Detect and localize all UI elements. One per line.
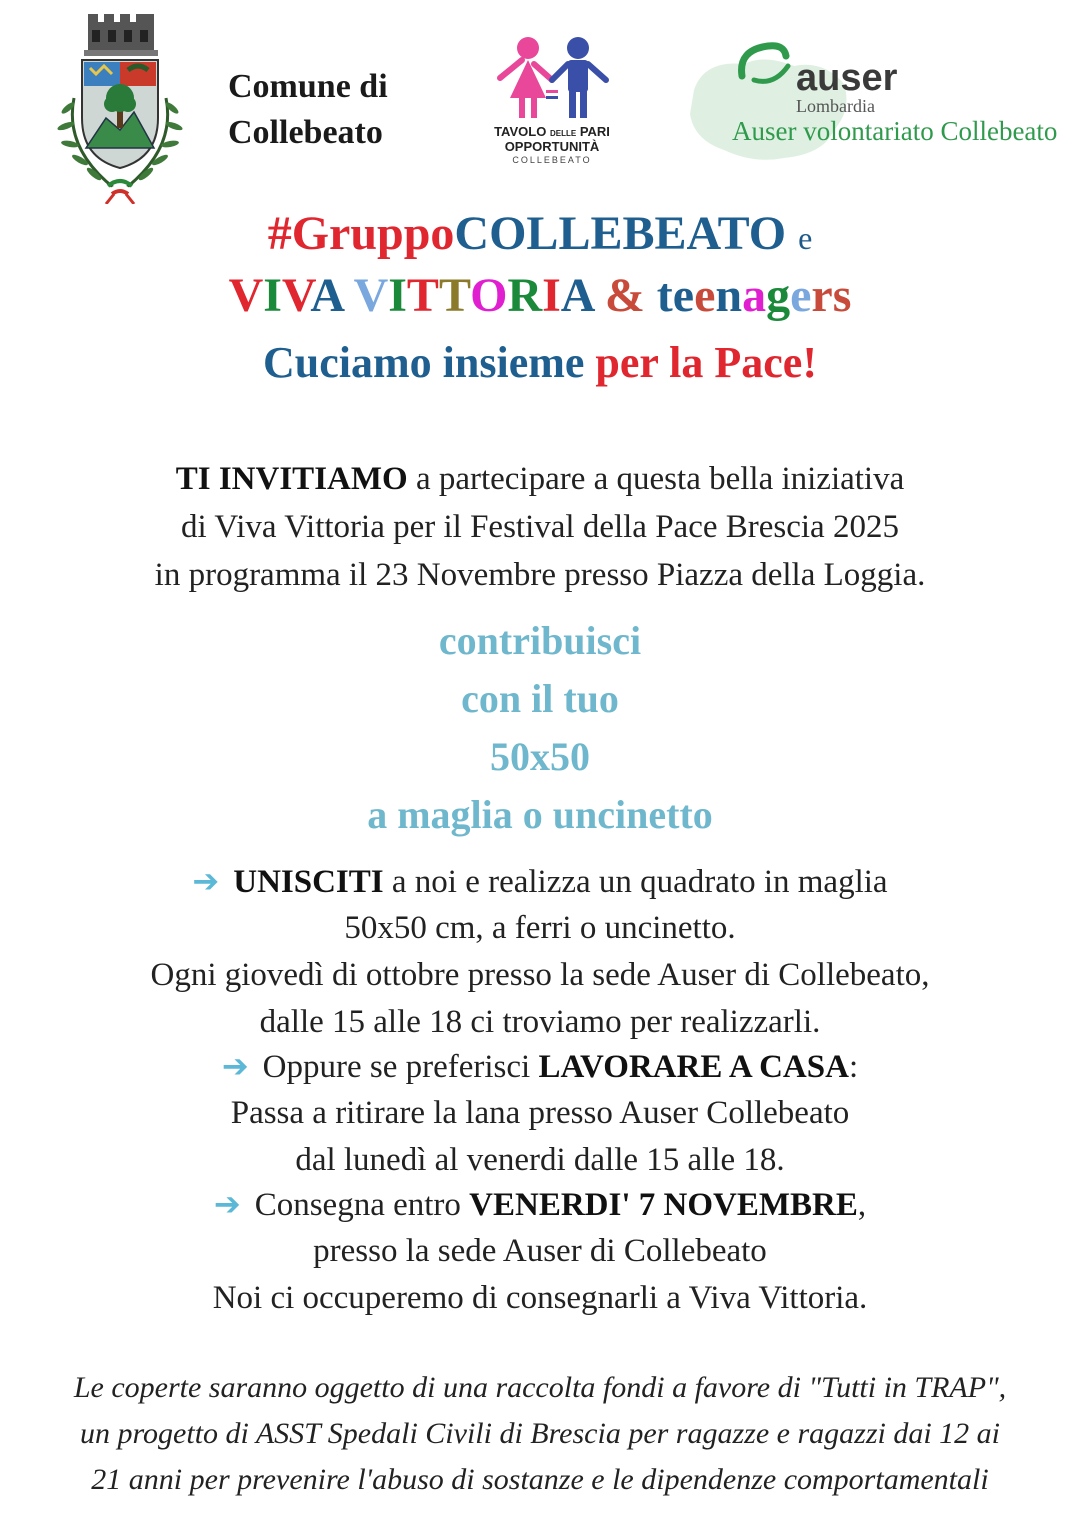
title-letter: a xyxy=(742,269,767,322)
auser-volunteer-name: Auser volontariato Collebeato xyxy=(732,116,1058,146)
title-letter: R xyxy=(507,269,543,322)
title-letter: A xyxy=(560,269,593,322)
step-2-bold: LAVORARE A CASA xyxy=(538,1049,849,1085)
tavolo-text-line3: COLLEBEATO xyxy=(512,155,592,165)
auser-region: Lombardia xyxy=(796,96,875,116)
tavolo-text-line2: OPPORTUNITÀ xyxy=(504,139,600,154)
step-3-line-2: presso la sede Auser di Collebeato xyxy=(313,1233,767,1269)
step-1-line-2: 50x50 cm, a ferri o uncinetto. xyxy=(344,910,736,946)
callout-line-1: contribuisci xyxy=(438,618,642,663)
footer-line-3: 21 anni per prevenire l'abuso di sostanze e le dipendenze comportamentali xyxy=(91,1463,989,1496)
footer-line-2: un progetto di ASST Spedali Civili di Brescia per ragazze e ragazzi dai 12 ai xyxy=(80,1417,1000,1450)
title-letter: T xyxy=(406,269,439,322)
tavolo-pari-opportunita-logo xyxy=(482,34,622,170)
step-1-rest: a noi e realizza un quadrato in maglia xyxy=(383,864,888,900)
title-line-1 xyxy=(0,204,1080,268)
step-3-post: , xyxy=(857,1187,867,1223)
title-space xyxy=(645,269,657,322)
tavolo-text-line1: TAVOLO DELLE PARI xyxy=(494,124,610,139)
intro-line-2: di Viva Vittoria per il Festival della Pace Brescia 2025 xyxy=(181,509,899,545)
title-line-2-viva-vittoria xyxy=(0,266,1080,326)
step-1-line-3: Ogni giovedì di ottobre presso la sede Auser di Collebeato, xyxy=(150,957,930,993)
title-letter: e xyxy=(694,269,716,322)
arrow-right-icon: ➔ xyxy=(213,1185,241,1223)
coat-of-arms-icon xyxy=(34,8,204,204)
step-2-post: : xyxy=(848,1049,859,1085)
auser-swoosh-icon xyxy=(734,36,794,94)
step-3-bold: VENERDI' 7 NOVEMBRE xyxy=(469,1187,858,1223)
header-logos xyxy=(0,0,1080,205)
step-2-line-2: Passa a ritirare la lana presso Auser Collebeato xyxy=(230,1095,850,1131)
title-letter: & xyxy=(604,269,645,322)
step-1-line-4: dalle 15 alle 18 ci troviamo per realizzarli. xyxy=(259,1004,821,1040)
title-letter: I xyxy=(388,269,407,322)
auser-name: auser xyxy=(796,57,898,99)
title-per-la-pace: per la Pace! xyxy=(595,338,817,387)
intro-line-1 xyxy=(0,456,1080,502)
title-line-3 xyxy=(0,334,1080,392)
comune-name xyxy=(228,64,388,156)
title-letter: s xyxy=(832,269,852,322)
title-letter: r xyxy=(811,269,833,322)
title-letter: T xyxy=(438,269,471,322)
step-3-pre: Consegna entro xyxy=(254,1187,470,1223)
arrow-right-icon: ➔ xyxy=(221,1047,249,1085)
comune-line1: Comune di xyxy=(228,68,388,105)
title-letter: V xyxy=(228,269,264,322)
step-2-pre: Oppure se preferisci xyxy=(262,1049,539,1085)
intro-line-3: in programma il 23 Novembre presso Piazza della Loggia. xyxy=(154,557,926,593)
title-letter: e xyxy=(790,269,812,322)
title-collebeato: COLLEBEATO xyxy=(454,207,787,260)
step-2-line-3: dal lunedì al venerdi dalle 15 alle 18. xyxy=(295,1142,785,1178)
title-letter: A xyxy=(310,269,343,322)
title-letter: I xyxy=(542,269,561,322)
callout-line-4: a maglia o uncinetto xyxy=(367,792,713,837)
intro-rest: a partecipare a questa bella iniziativa xyxy=(407,461,905,497)
title-letter: g xyxy=(766,269,791,322)
title-and: e xyxy=(798,220,813,256)
title-letter: e xyxy=(672,269,695,322)
title-space xyxy=(342,269,353,322)
auser-logo xyxy=(684,36,1074,166)
intro-bold: TI INVITIAMO xyxy=(175,461,408,497)
title-space xyxy=(593,269,605,322)
title-letter: n xyxy=(715,269,743,322)
title-letter: V xyxy=(353,269,389,322)
footer-line-1: Le coperte saranno oggetto di una raccolta fondi a favore di "Tutti in TRAP", xyxy=(73,1371,1007,1404)
title-letter: t xyxy=(656,269,673,322)
step-1-line-1 xyxy=(0,858,1080,905)
title-letter: O xyxy=(470,269,508,322)
step-2-line-1 xyxy=(0,1043,1080,1090)
arrow-right-icon: ➔ xyxy=(192,862,220,900)
step-3-line-3: Noi ci occuperemo di consegnarli a Viva Vittoria. xyxy=(212,1280,868,1316)
two-children-icon xyxy=(486,34,618,124)
title-letter: I xyxy=(263,269,282,322)
callout-line-2: con il tuo xyxy=(461,676,619,721)
step-1-bold: UNISCITI xyxy=(233,864,384,900)
title-cuciamo-insieme: Cuciamo insieme xyxy=(263,338,585,387)
title-letter: V xyxy=(281,269,311,322)
title-hash-gruppo: #Gruppo xyxy=(267,207,455,260)
callout-line-3: 50x50 xyxy=(490,734,590,779)
step-3-line-1 xyxy=(0,1181,1080,1228)
comune-line2: Collebeato xyxy=(228,114,383,151)
